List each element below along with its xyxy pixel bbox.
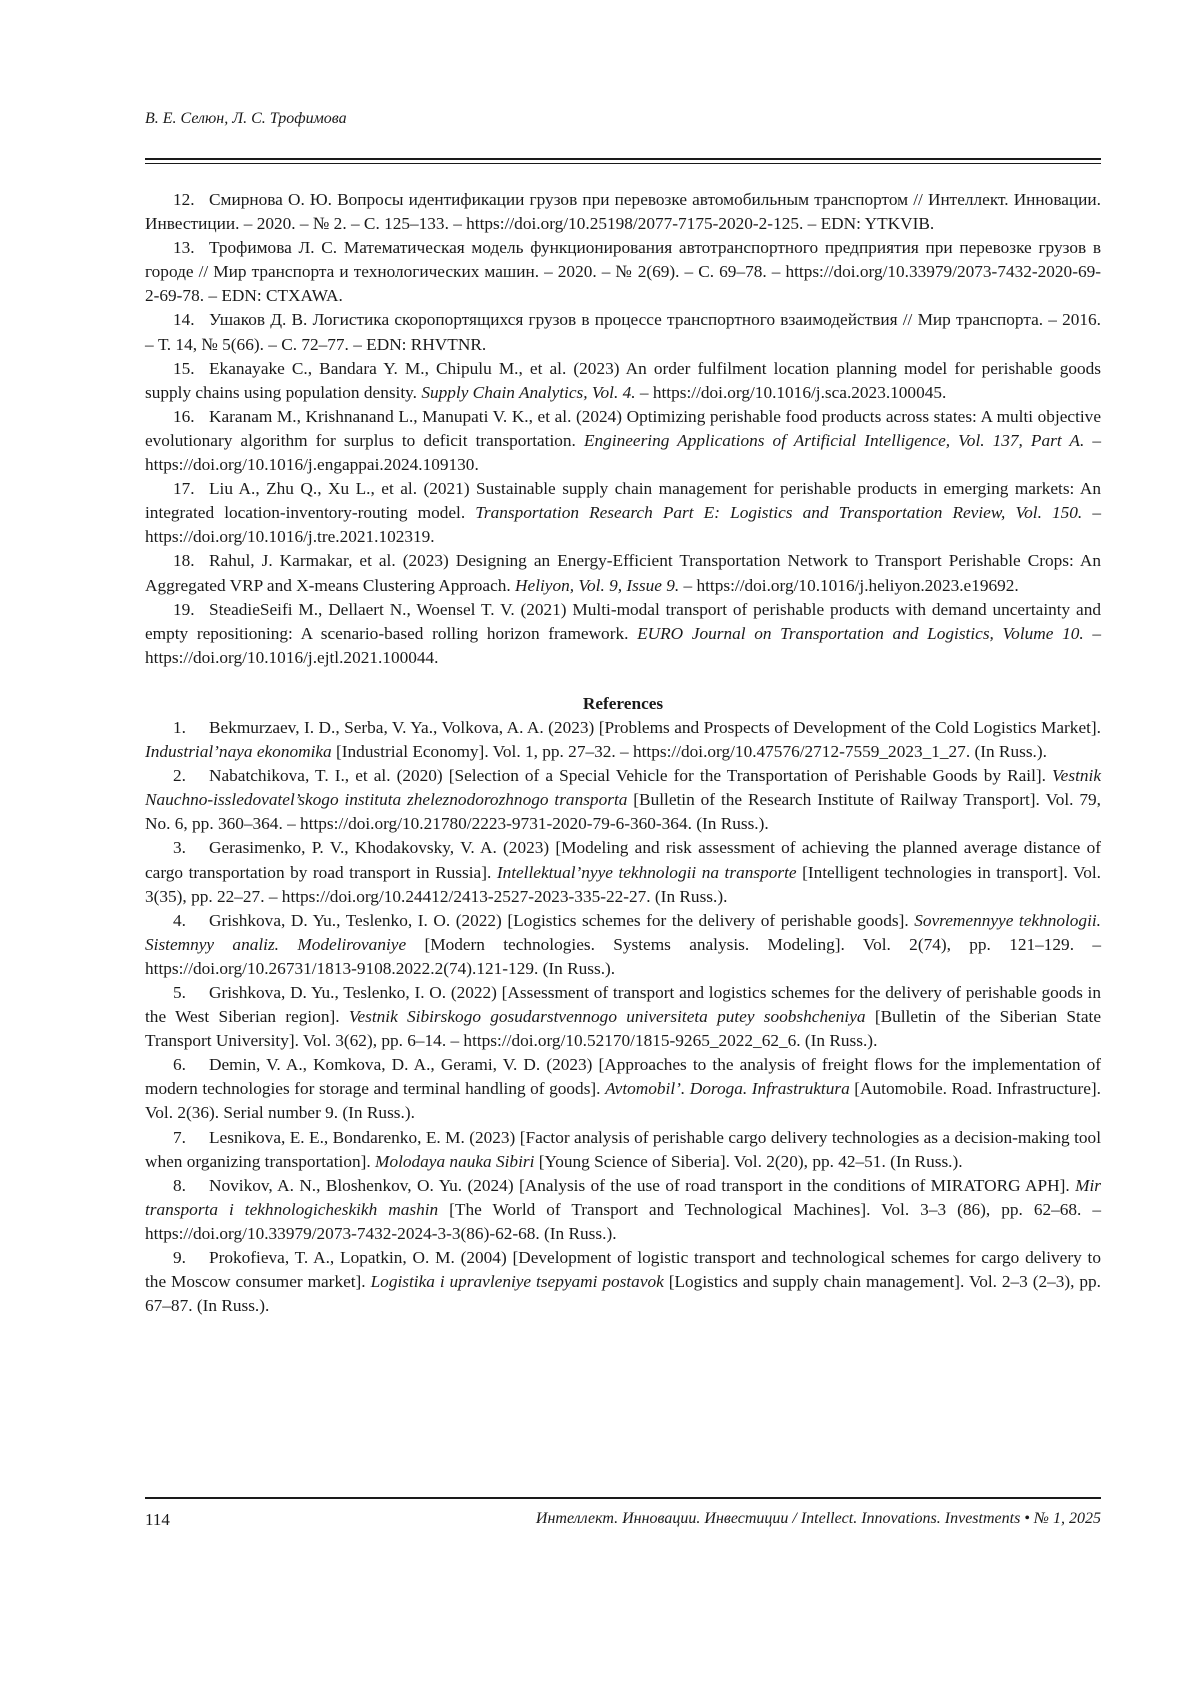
reference-item — [145, 909, 1101, 981]
reference-number: 6. — [173, 1053, 209, 1077]
reference-source-title: Sovremennyye tekhnologii. Sistemnyy analiz. Modelirovaniye — [145, 911, 1101, 954]
reference-number: 13. — [173, 236, 209, 260]
reference-item — [145, 308, 1101, 356]
reference-source-title: Vestnik Sibirskogo gosudarstvennogo universiteta putey soobshcheniya — [349, 1007, 866, 1026]
reference-number: 3. — [173, 836, 209, 860]
reference-text: [Logistics and supply chain management]. Vol. 2–3 (2–3), pp. 67–87. (In Russ.). — [145, 1272, 1101, 1315]
reference-text: Karanam M., Krishnanand L., Manupati V. K., et al. (2024) Optimizing perishable food products across states: A multi objective evolutionary algorithm for surplus to deficit transportation. — [145, 407, 1101, 450]
reference-text: [Modern technologies. Systems analysis. Modeling]. Vol. 2(74), pp. 121–129. – https://doi.org/10.26731/1813-9108.2022.2(74).121-129. (In Russ.). — [145, 935, 1101, 978]
reference-number: 9. — [173, 1246, 209, 1270]
reference-text: [Bulletin of the Siberian State Transport University]. Vol. 3(62), pp. 6–14. – https://doi.org/10.52170/1815-9265_2022_62_6. (In Russ.). — [145, 1007, 1101, 1050]
reference-text: Gerasimenko, P. V., Khodakovsky, V. A. (2023) [Modeling and risk assessment of achieving the planned average distance of cargo transportation by road transport in Russia]. — [145, 838, 1101, 881]
reference-number: 18. — [173, 549, 209, 573]
reference-number: 12. — [173, 188, 209, 212]
reference-number: 5. — [173, 981, 209, 1005]
reference-text: Grishkova, D. Yu., Teslenko, I. O. (2022) [Assessment of transport and logistics schemes for the delivery of perishable goods in the West Siberian region]. — [145, 983, 1101, 1026]
reference-source-title: Vestnik Nauchno-issledovatel’skogo instituta zheleznodorozhnogo transporta — [145, 766, 1101, 809]
reference-source-title: Engineering Applications of Artificial Intelligence, Vol. 137, Part A. — [584, 431, 1084, 450]
reference-text: – https://doi.org/10.1016/j.tre.2021.102319. — [145, 503, 1101, 546]
running-head-authors: В. Е. Селюн, Л. С. Трофимова — [145, 110, 347, 128]
reference-source-title: Logistika i upravleniye tsepyami postavok — [371, 1272, 664, 1291]
reference-number: 7. — [173, 1126, 209, 1150]
reference-text: [Intelligent technologies in transport]. Vol. 3(35), pp. 22–27. – https://doi.org/10.24412/2413-2527-2023-335-22-27. (In Russ.). — [145, 863, 1101, 906]
reference-number: 16. — [173, 405, 209, 429]
reference-text: [Industrial Economy]. Vol. 1, pp. 27–32. – https://doi.org/10.47576/2712-7559_2023_1_27. (In Russ.). — [332, 742, 1047, 761]
reference-text: Demin, V. A., Komkova, D. A., Gerami, V. D. (2023) [Approaches to the analysis of freight flows for the implementation of modern technologies for storage and terminal handling of goods]. — [145, 1055, 1101, 1098]
reference-text: SteadieSeifi M., Dellaert N., Woensel T. V. (2021) Multi-modal transport of perishable products with demand uncertainty and empty repositioning: A scenario-based rolling horizon framework. — [145, 600, 1101, 643]
journal-footer: Интеллект. Инновации. Инвестиции / Intellect. Innovations. Investments • № 1, 2025 — [536, 1510, 1101, 1528]
reference-text: Nabatchikova, T. I., et al. (2020) [Selection of a Special Vehicle for the Transportation of Perishable Goods by Rail]. — [209, 766, 1052, 785]
reference-item — [145, 1174, 1101, 1246]
reference-item — [145, 764, 1101, 836]
reference-source-title: Heliyon, Vol. 9, Issue 9. — [515, 576, 679, 595]
reference-text: Смирнова О. Ю. Вопросы идентификации грузов при перевозке автомобильным транспортом // Интеллект. Инновации. Инвестиции. – 2020. – № 2. – С. 125–133. – https://doi.org/10.25198/2077-7175-2020-2-125. – EDN: YTKVIB. — [145, 190, 1101, 233]
english-reference-list — [145, 716, 1101, 1318]
reference-source-title: Intellektual’nyye tekhnologii na transporte — [497, 863, 797, 882]
reference-text: – https://doi.org/10.1016/j.heliyon.2023.e19692. — [679, 576, 1019, 595]
reference-item — [145, 598, 1101, 670]
reference-text: Grishkova, D. Yu., Teslenko, I. O. (2022) [Logistics schemes for the delivery of perishable goods]. — [209, 911, 914, 930]
reference-number: 14. — [173, 308, 209, 332]
reference-number: 15. — [173, 357, 209, 381]
reference-item — [145, 236, 1101, 308]
reference-item — [145, 981, 1101, 1053]
reference-number: 4. — [173, 909, 209, 933]
reference-number: 17. — [173, 477, 209, 501]
reference-item — [145, 836, 1101, 908]
reference-text: [Young Science of Siberia]. Vol. 2(20), pp. 42–51. (In Russ.). — [534, 1152, 962, 1171]
reference-text: Трофимова Л. С. Математическая модель функционирования автотранспортного предприятия при перевозке грузов в городе // Мир транспорта и технологических машин. – 2020. – № 2(69). – С. 69–78. – https://doi.org/10.33979/2073-7432-2020-69-2-69-78. – EDN: CTXAWA. — [145, 238, 1101, 305]
reference-item — [145, 1126, 1101, 1174]
reference-source-title: Mir transporta i tekhnologicheskikh mashin — [145, 1176, 1101, 1219]
reference-item — [145, 716, 1101, 764]
reference-text: [The World of Transport and Technological Machines]. Vol. 3–3 (86), pp. 62–68. – https://doi.org/10.33979/2073-7432-2024-3-3(86)-62-68. (In Russ.). — [145, 1200, 1101, 1243]
reference-source-title: Molodaya nauka Sibiri — [375, 1152, 534, 1171]
reference-item — [145, 405, 1101, 477]
reference-item — [145, 357, 1101, 405]
reference-item — [145, 188, 1101, 236]
reference-text: Ekanayake C., Bandara Y. M., Chipulu M., et al. (2023) An order fulfilment location planning model for perishable goods supply chains using population density. — [145, 359, 1101, 402]
reference-text: Bekmurzaev, I. D., Serba, V. Ya., Volkova, A. A. (2023) [Problems and Prospects of Development of the Cold Logistics Market]. — [209, 718, 1101, 737]
reference-text: [Bulletin of the Research Institute of Railway Transport]. Vol. 79, No. 6, pp. 360–364. – https://doi.org/10.21780/2223-9731-2020-79-6-360-364. (In Russ.). — [145, 790, 1101, 833]
reference-text: [Automobile. Road. Infrastructure]. Vol. 2(36). Serial number 9. (In Russ.). — [145, 1079, 1101, 1122]
reference-item — [145, 1053, 1101, 1125]
reference-item — [145, 549, 1101, 597]
reference-item — [145, 477, 1101, 549]
reference-text: Ушаков Д. В. Логистика скоропортящихся грузов в процессе транспортного взаимодействия // Мир транспорта. – 2016. – Т. 14, № 5(66). – С. 72–77. – EDN: RHVTNR. — [145, 310, 1101, 353]
reference-number: 8. — [173, 1174, 209, 1198]
reference-text: – https://doi.org/10.1016/j.ejtl.2021.100044. — [145, 624, 1101, 667]
reference-content — [145, 188, 1101, 1318]
reference-text: Prokofieva, T. A., Lopatkin, O. M. (2004) [Development of logistic transport and technological schemes for cargo delivery to the Moscow consumer market]. — [145, 1248, 1101, 1291]
references-heading: References — [145, 692, 1101, 716]
reference-text: – https://doi.org/10.1016/j.engappai.2024.109130. — [145, 431, 1101, 474]
page-number: 114 — [145, 1510, 170, 1530]
reference-text: Lesnikova, E. E., Bondarenko, E. M. (2023) [Factor analysis of perishable cargo delivery technologies as a decision-making tool when organizing transportation]. — [145, 1128, 1101, 1171]
reference-text: Rahul, J. Karmakar, et al. (2023) Designing an Energy-Efficient Transportation Network to Transport Perishable Crops: An Aggregated VRP and X-means Clustering Approach. — [145, 551, 1101, 594]
reference-text: Novikov, A. N., Bloshenkov, O. Yu. (2024) [Analysis of the use of road transport in the conditions of MIRATORG APH]. — [209, 1176, 1075, 1195]
reference-item — [145, 1246, 1101, 1318]
reference-number: 19. — [173, 598, 209, 622]
footer-rule — [145, 1497, 1101, 1499]
reference-number: 1. — [173, 716, 209, 740]
reference-text: – https://doi.org/10.1016/j.sca.2023.100045. — [636, 383, 947, 402]
header-rule — [145, 158, 1101, 164]
reference-source-title: Transportation Research Part E: Logistics and Transportation Review, Vol. 150. — [475, 503, 1082, 522]
reference-source-title: Supply Chain Analytics, Vol. 4. — [421, 383, 635, 402]
reference-source-title: Avtomobil’. Doroga. Infrastruktura — [605, 1079, 850, 1098]
reference-source-title: EURO Journal on Transportation and Logistics, Volume 10. — [637, 624, 1084, 643]
reference-source-title: Industrial’naya ekonomika — [145, 742, 332, 761]
reference-number: 2. — [173, 764, 209, 788]
journal-page — [0, 0, 1200, 1697]
reference-text: Liu A., Zhu Q., Xu L., et al. (2021) Sustainable supply chain management for perishable products in emerging markets: An integrated location-inventory-routing model. — [145, 479, 1101, 522]
russian-reference-list — [145, 188, 1101, 670]
